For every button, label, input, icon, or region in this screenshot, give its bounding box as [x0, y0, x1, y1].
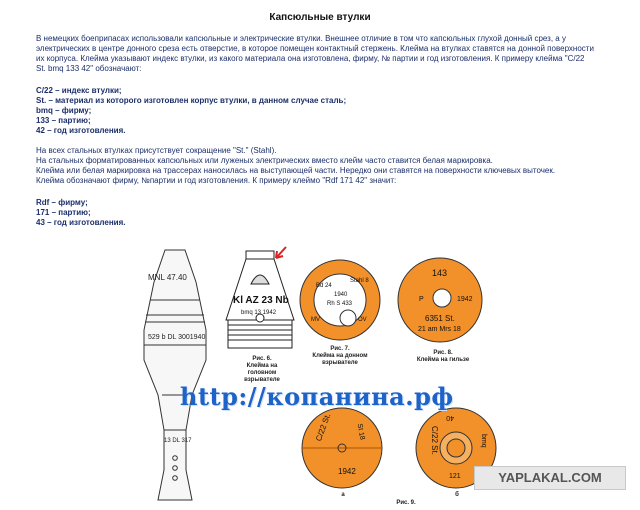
yaplakal-badge: YAPLAKAL.COM — [474, 466, 626, 490]
list1-item-2: bmq – фирму; — [36, 106, 92, 115]
list2-item-0: Rdf – фирму; — [36, 198, 88, 207]
primer-a-drawing — [302, 408, 382, 488]
fig9b-mark-1: bmq — [480, 434, 487, 448]
fig8-mark-1: P — [419, 296, 424, 303]
fig8-caption-text: Рис. 8. Клейма на гильзе — [416, 350, 470, 363]
list1-item-4: 42 – год изготовления. — [36, 126, 126, 135]
p2-line-3: Клейма обозначают фирму, №партии и год изготовления. К примеру клеймо "Rdf 171 42" значит: — [36, 176, 397, 185]
base-fuze-drawing — [300, 260, 380, 340]
mortar-mine-drawing — [144, 250, 206, 500]
fig9a-mark-2: 1942 — [338, 467, 356, 476]
fig9b-mark-2: 40 — [446, 414, 454, 421]
fig7-caption-text: Рис. 7. Клейма на донном взрывателе — [312, 346, 368, 366]
fig7-mark-4: MV — [311, 317, 320, 323]
fig9b-mark-0: C/22 St. — [430, 426, 439, 455]
list1-item-3: 133 – партию; — [36, 116, 91, 125]
mine-mark-middle: 529 b DL 3001940 — [148, 334, 206, 341]
fig9a-mark-0: C/22 St. — [314, 412, 333, 443]
p2-line-2: Клейма или белая маркировка на трассерах наносилась на выступающей части. Нередко они ставятся на поверхности ключевых выточек. — [36, 166, 556, 175]
fig7-caption — [308, 346, 372, 367]
list2-item-2: 43 – год изготовления. — [36, 218, 126, 227]
p2-line-1: На стальных форматированных капсюльных или луженых электрических вместо клейм часто ставится белая маркировка. — [36, 156, 493, 165]
fig6-caption-text: Рис. 6. Клейма на головном взрывателе — [244, 356, 280, 383]
fig9b-mark-3: 121 — [449, 473, 461, 480]
site-watermark: http://копанина.рф — [180, 382, 454, 411]
fig9a-mark-1: St 18 — [355, 423, 366, 441]
fuze-mark-main: Kl AZ 23 Nb — [233, 295, 289, 306]
intro-text: В немецких боеприпасах использовали капсюльные и электрические втулки. Внешнее отличие в том что капсюльных глухой донный срез, а у электрических в центре донного среза есть отверстие, в которое помещен контактный стержень. Клейма на втулках ставятся на донной поверхности их корпуса. Клейма указывают индекс втулки, из какого материала она изготовлена, фирму, № партии и год изготовления. К примеру клейма "С/22 St. bmq 133 42" обозначают: — [36, 34, 594, 73]
list1-item-0: С/22 – индекс втулки; — [36, 86, 122, 95]
fig7-mark-1: Stahl 8 — [350, 278, 369, 284]
mine-mark-top: MNL 47.40 — [148, 273, 187, 282]
fig9b-label: б — [455, 492, 459, 498]
list1-item-1: St. – материал из которого изготовлен корпус втулки, в данном случае сталь; — [36, 96, 347, 105]
list2-item-1: 171 – партию; — [36, 208, 91, 217]
fig8-caption — [408, 350, 478, 364]
fig8-mark-3: 6351 St. — [425, 314, 455, 323]
fig7-mark-0: Bd 24 — [316, 283, 332, 289]
fig8-mark-4: 21 am Mrs 18 — [418, 326, 461, 333]
fig7-mark-5: OV — [358, 317, 367, 323]
page-title: Капсюльные втулки — [269, 12, 371, 23]
p2-line-0: На всех стальных втулках присутствует сокращение "St." (Stahl). — [36, 146, 277, 155]
mine-mark-bottom: 13 DL 317 — [164, 438, 192, 444]
fig7-mark-2: 1940 — [334, 292, 348, 298]
fig7-mark-3: Rh S 433 — [327, 301, 353, 307]
red-arrow-icon — [276, 247, 286, 258]
fuze-mark-maker: bmq 13 1942 — [241, 310, 277, 316]
fig8-mark-0: 143 — [432, 268, 448, 278]
fig6-caption — [232, 356, 292, 384]
fig8-mark-2: 1942 — [457, 296, 473, 303]
fig9-caption: Рис. 9. — [396, 500, 416, 506]
fig9a-label: а — [341, 492, 345, 498]
